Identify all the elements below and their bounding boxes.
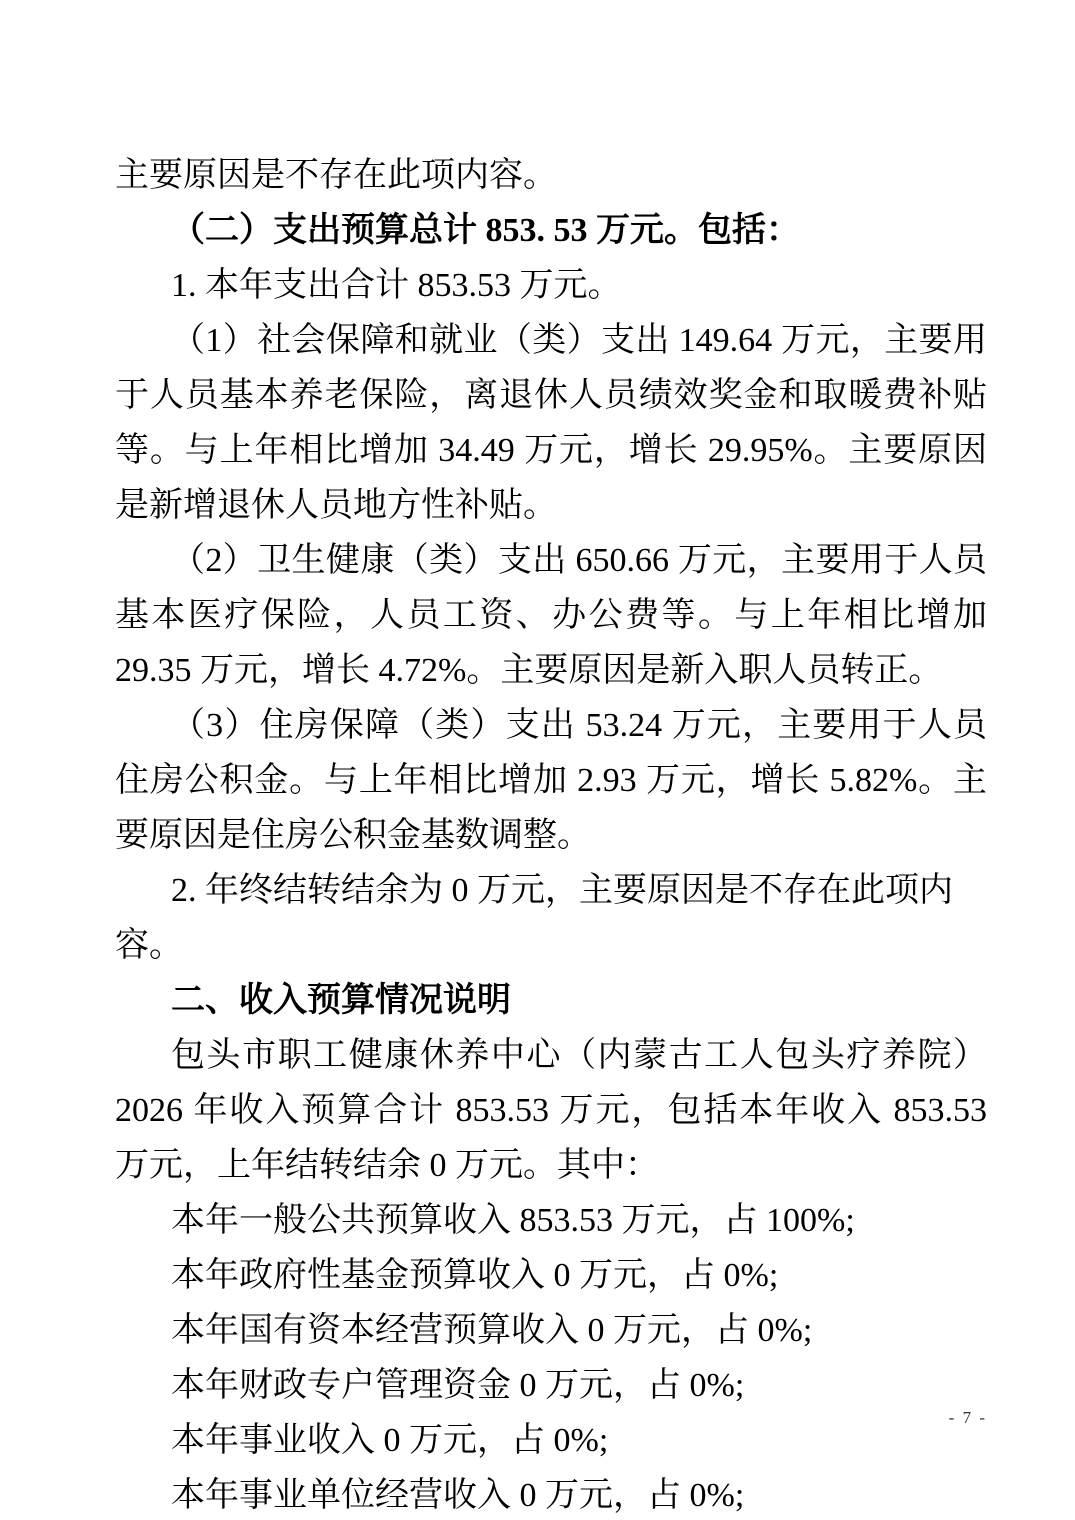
paragraph-year-end-balance: 2. 年终结转结余为 0 万元，主要原因是不存在此项内容。 [115, 872, 953, 964]
line-institution-revenue: 本年事业收入 0 万元，占 0%; [171, 1422, 609, 1459]
line-state-capital-operation-revenue: 本年国有资本经营预算收入 0 万元，占 0%; [171, 1312, 813, 1349]
paragraph-revenue-summary: 包头市职工健康休养中心（内蒙古工人包头疗养院）2026 年收入预算合计 853.53 万元，包括本年收入 853.53 万元，上年结转结余 0 万元。其中： [115, 1037, 987, 1184]
paragraph-reason-continuation: 主要原因是不存在此项内容。 [115, 157, 557, 194]
line-government-fund-budget-revenue: 本年政府性基金预算收入 0 万元，占 0%; [171, 1257, 779, 1294]
paragraph-health-expenditure: （2）卫生健康（类）支出 650.66 万元，主要用于人员基本医疗保险，人员工资、办公费等。与上年相比增加 29.35 万元，增长 4.72%。主要原因是新入职人员转正。 [115, 542, 987, 689]
paragraph-social-security-expenditure: （1）社会保障和就业（类）支出 149.64 万元，主要用于人员基本养老保险，离退休人员绩效奖金和取暖费补贴等。与上年相比增加 34.49 万元，增长 29.95%。主要原因是新增退休人员地方性补贴。 [115, 322, 987, 524]
document-content [115, 148, 987, 1520]
line-fiscal-special-account-funds: 本年财政专户管理资金 0 万元，占 0%; [171, 1367, 745, 1404]
page-number: - 7 - [948, 1408, 987, 1427]
paragraph-current-year-expenditure: 1. 本年支出合计 853.53 万元。 [171, 267, 622, 304]
heading-revenue-budget-explanation: 二、收入预算情况说明 [171, 981, 511, 1019]
line-institution-operating-revenue: 本年事业单位经营收入 0 万元，占 0%; [171, 1477, 745, 1514]
line-general-public-budget-revenue: 本年一般公共预算收入 853.53 万元，占 100%; [171, 1202, 855, 1239]
paragraph-housing-expenditure: （3）住房保障（类）支出 53.24 万元，主要用于人员住房公积金。与上年相比增加 2.93 万元，增长 5.82%。主要原因是住房公积金基数调整。 [115, 707, 987, 854]
heading-expenditure-budget-total: （二）支出预算总计 853. 53 万元。包括： [171, 212, 800, 249]
